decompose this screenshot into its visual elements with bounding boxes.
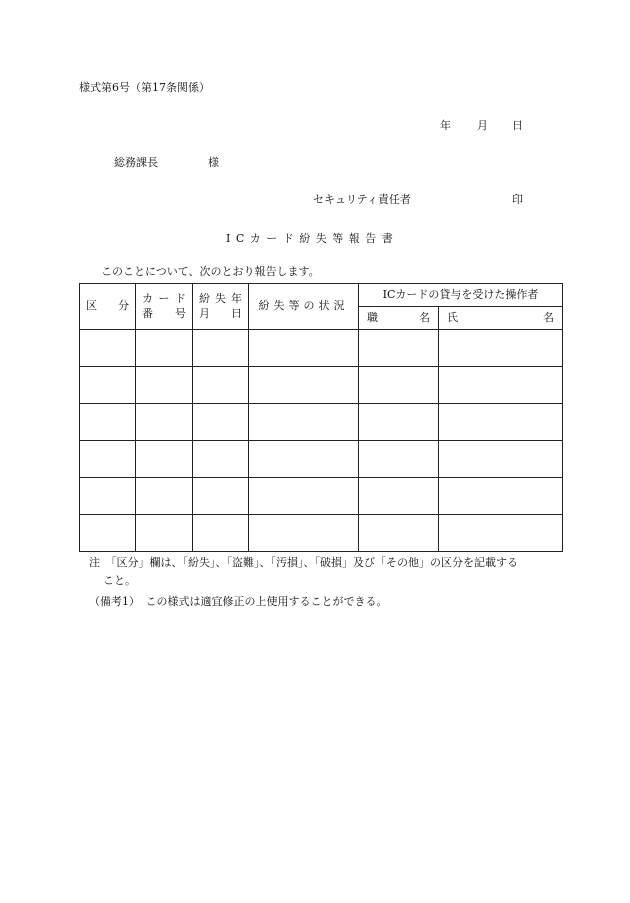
date-day-label: 日 xyxy=(512,119,523,132)
position-cell[interactable] xyxy=(359,441,439,478)
name-cell[interactable] xyxy=(439,515,563,552)
situation-cell[interactable] xyxy=(249,330,359,367)
category-cell[interactable] xyxy=(80,330,136,367)
table-row xyxy=(80,404,563,441)
intro-text: このことについて、次のとおり報告します。 xyxy=(101,265,320,278)
table-header-row xyxy=(80,284,563,307)
name-cell[interactable] xyxy=(439,441,563,478)
card-number-cell[interactable] xyxy=(136,330,193,367)
loss-date-cell[interactable] xyxy=(193,367,249,404)
situation-cell[interactable] xyxy=(249,441,359,478)
table-row xyxy=(80,478,563,515)
name-cell[interactable] xyxy=(439,367,563,404)
remark-text: （備考1） この様式は適宜修正の上使用することができる。 xyxy=(89,595,388,608)
addressee-honorific: 様 xyxy=(208,156,219,169)
note-text: 注 「区分」欄は、「紛失」、「盗難」、「汚損」、「破損」及び「その他」の区分を記載する xyxy=(89,556,518,569)
officer-title: セキュリティ責任者 xyxy=(313,193,411,206)
loss-date-cell[interactable] xyxy=(193,404,249,441)
table-row xyxy=(80,441,563,478)
card-number-cell[interactable] xyxy=(136,515,193,552)
situation-cell[interactable] xyxy=(249,404,359,441)
loss-date-cell[interactable] xyxy=(193,441,249,478)
card-number-cell[interactable] xyxy=(136,478,193,515)
category-cell[interactable] xyxy=(80,478,136,515)
header-category: 区 分 xyxy=(80,284,136,330)
table-row xyxy=(80,515,563,552)
header-card-number: カ ー ド 番 号 xyxy=(136,284,193,330)
position-cell[interactable] xyxy=(359,367,439,404)
report-table xyxy=(79,283,563,552)
situation-cell[interactable] xyxy=(249,367,359,404)
category-cell[interactable] xyxy=(80,441,136,478)
seal-mark: 印 xyxy=(512,193,523,206)
table-row xyxy=(80,367,563,404)
header-loss-date: 紛 失 年 月 日 xyxy=(193,284,249,330)
card-number-cell[interactable] xyxy=(136,404,193,441)
situation-cell[interactable] xyxy=(249,515,359,552)
header-situation: 紛失等の状況 xyxy=(249,284,359,330)
header-operator-group: ICカードの貸与を受けた操作者 xyxy=(359,284,563,307)
position-cell[interactable] xyxy=(359,404,439,441)
position-cell[interactable] xyxy=(359,515,439,552)
name-cell[interactable] xyxy=(439,478,563,515)
form-label: 様式第6号（第17条関係） xyxy=(79,81,210,94)
date-line xyxy=(440,120,522,132)
card-number-cell[interactable] xyxy=(136,441,193,478)
table-row xyxy=(80,330,563,367)
category-cell[interactable] xyxy=(80,367,136,404)
date-month-label: 月 xyxy=(477,119,488,132)
note-text-continued: こと。 xyxy=(103,574,136,587)
position-cell[interactable] xyxy=(359,330,439,367)
header-name: 氏 名 xyxy=(439,307,563,330)
name-cell[interactable] xyxy=(439,404,563,441)
card-number-cell[interactable] xyxy=(136,367,193,404)
loss-date-cell[interactable] xyxy=(193,478,249,515)
date-year-label: 年 xyxy=(440,119,451,132)
loss-date-cell[interactable] xyxy=(193,515,249,552)
category-cell[interactable] xyxy=(80,515,136,552)
situation-cell[interactable] xyxy=(249,478,359,515)
loss-date-cell[interactable] xyxy=(193,330,249,367)
position-cell[interactable] xyxy=(359,478,439,515)
name-cell[interactable] xyxy=(439,330,563,367)
addressee-name: 総務課長 xyxy=(114,156,158,169)
document-title: ICカード紛失等報告書 xyxy=(226,232,399,245)
header-position: 職 名 xyxy=(359,307,439,330)
category-cell[interactable] xyxy=(80,404,136,441)
